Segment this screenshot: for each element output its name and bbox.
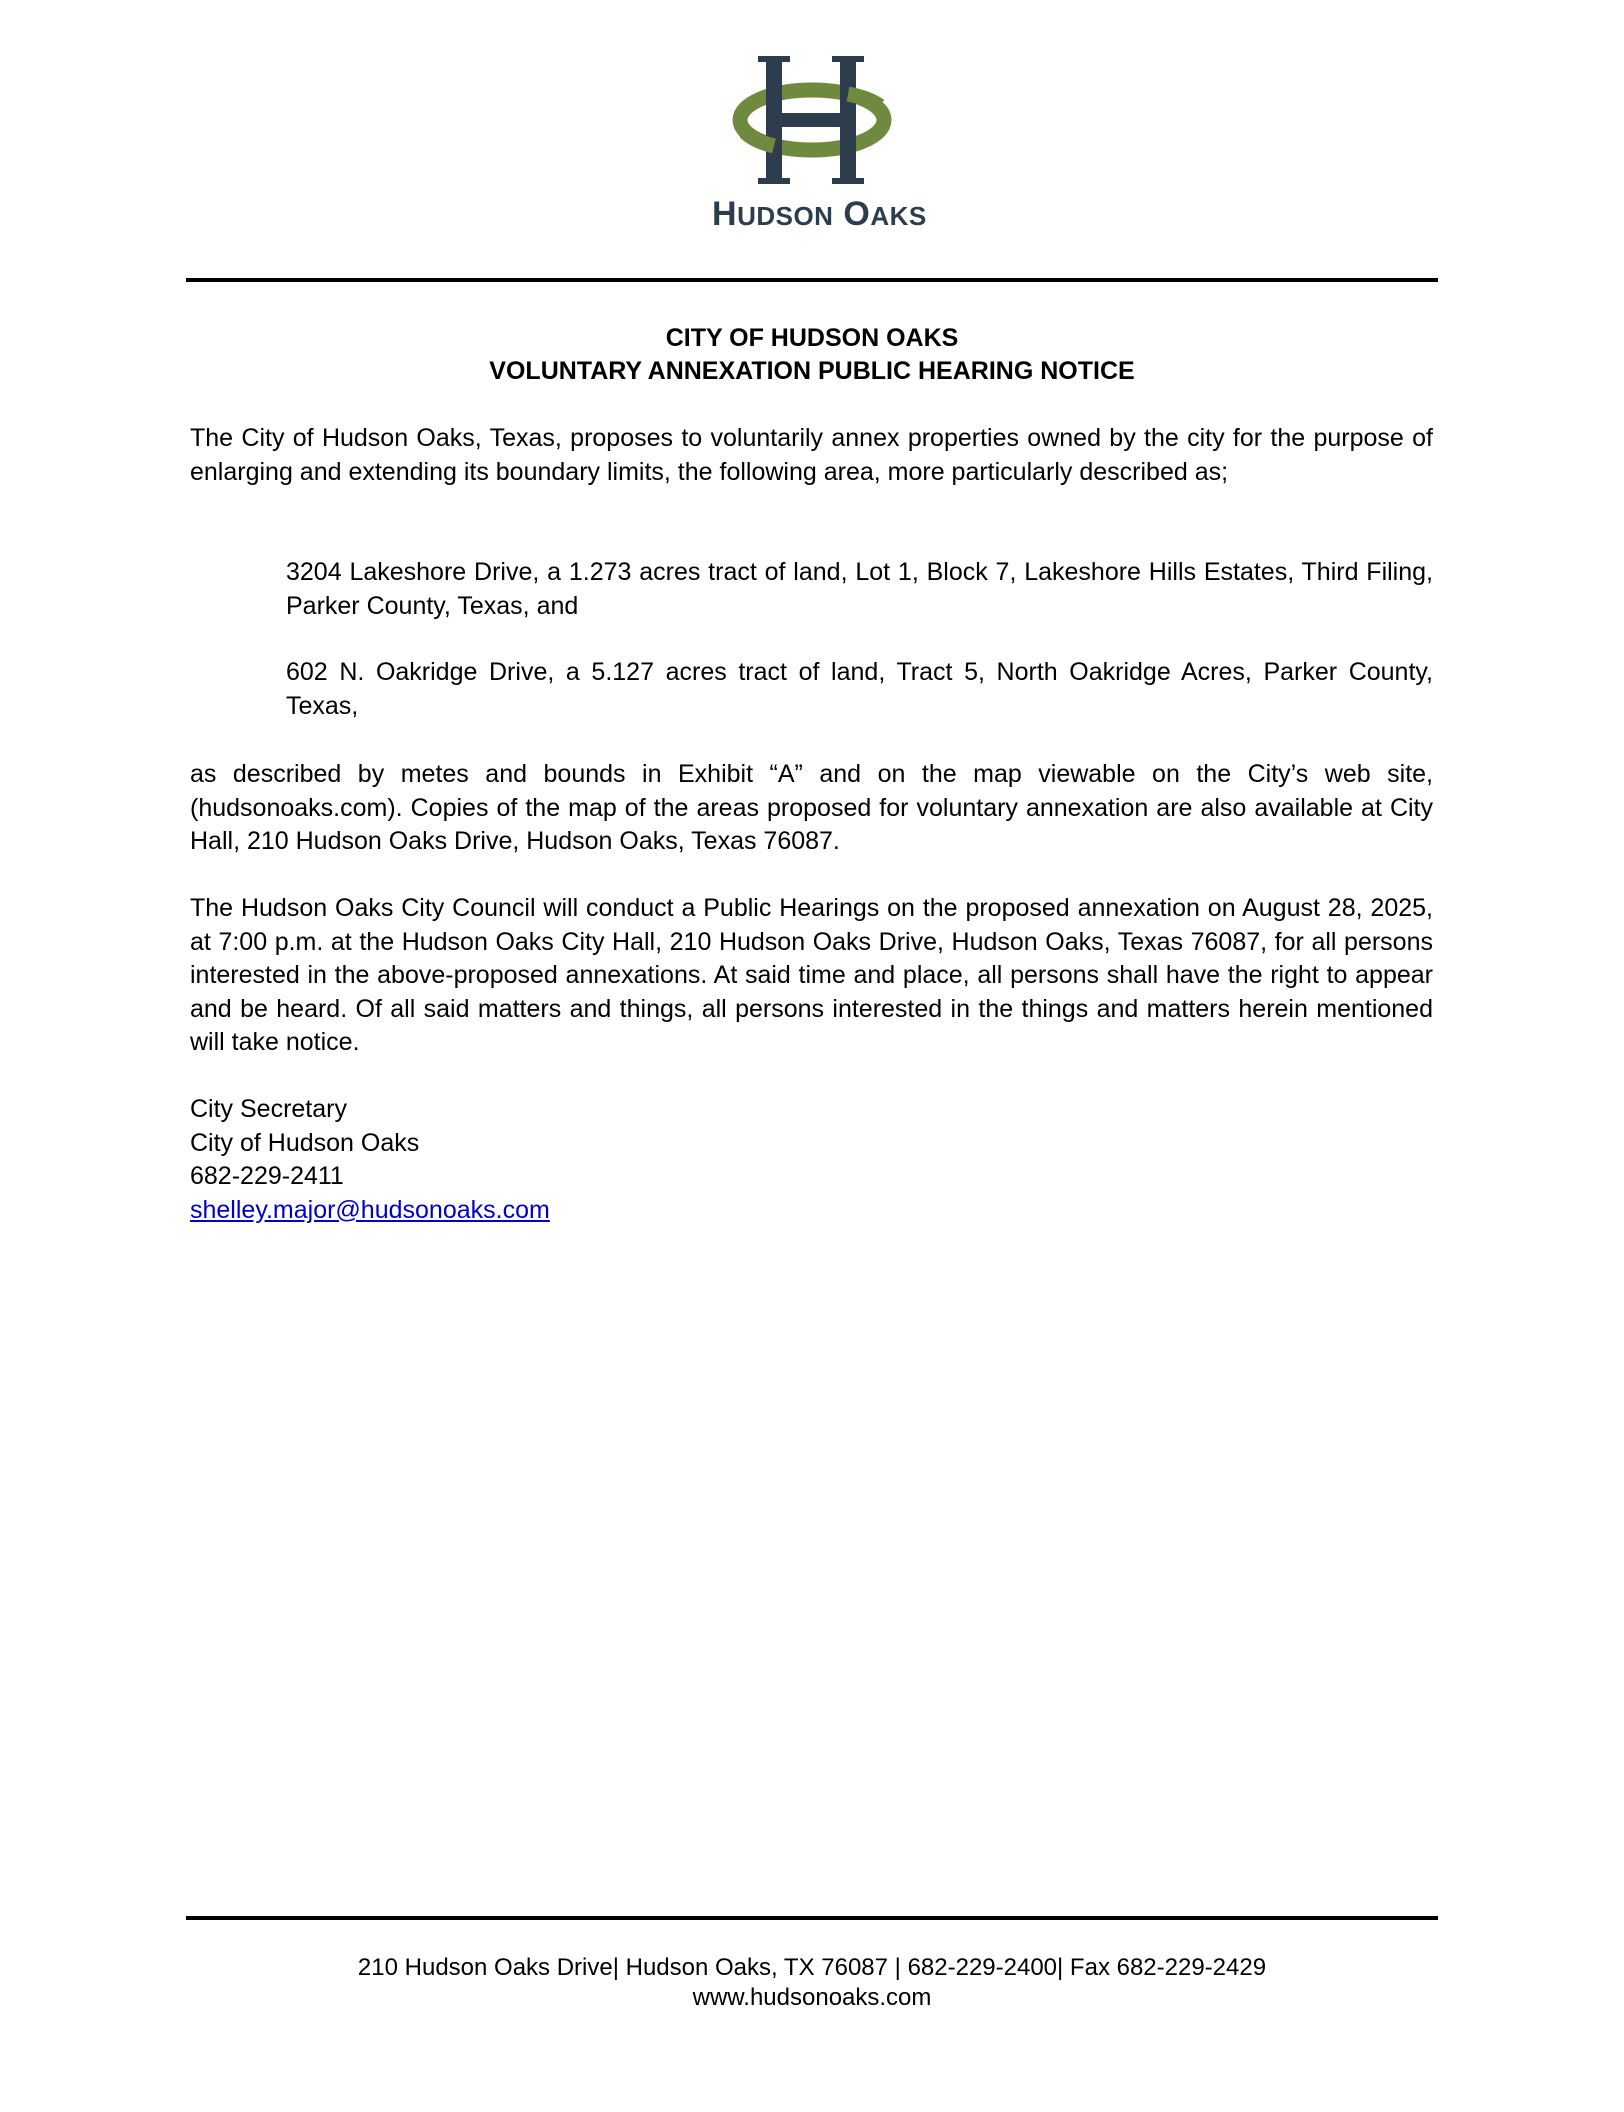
footer-address: 210 Hudson Oaks Drive| Hudson Oaks, TX 76087 | 682-229-2400| Fax 682-229-2429 <box>357 1954 1267 1981</box>
footer <box>186 1953 1438 2013</box>
hudson-oaks-logo-mark <box>712 50 912 190</box>
intro-paragraph: The City of Hudson Oaks, Texas, proposes to voluntarily annex properties owned by the city for the purpose of enlarging and extending its boundary limits, the following area, more particularly described as; <box>190 424 1433 486</box>
signature-email-link[interactable]: shelley.major@hudsonoaks.com <box>190 1195 550 1224</box>
hearing-paragraph: The Hudson Oaks City Council will conduct a Public Hearings on the proposed annexation on August 28, 2025, at 7:00 p.m. at the Hudson Oaks City Hall, 210 Hudson Oaks Drive, Hudson Oaks, Texas 76087, for all persons interested in the above-proposed annexations. At said time and place, all persons shall have the right to appear and be heard. Of all said matters and things, all persons interested in the things and matters herein mentioned will take notice. <box>190 894 1433 1056</box>
signature-title: City Secretary <box>190 1095 347 1123</box>
logo-wordmark: HUDSON OAKS <box>712 195 927 233</box>
heading-title: VOLUNTARY ANNEXATION PUBLIC HEARING NOTICE <box>489 357 1135 385</box>
footer-divider <box>186 1916 1438 1920</box>
signature-phone: 682-229-2411 <box>190 1162 344 1190</box>
exhibit-paragraph: as described by metes and bounds in Exhibit “A” and on the map viewable on the City’s web site, (hudsonoaks.com). Copies of the map of the areas proposed for voluntary annexation are also available at City Hall, 210 Hudson Oaks Drive, Hudson Oaks, Texas 76087. <box>190 760 1433 855</box>
footer-website: www.hudsonoaks.com <box>692 1984 932 2011</box>
signature-block <box>190 1093 550 1227</box>
hudson-oaks-logo <box>712 50 927 250</box>
header-divider <box>186 278 1438 282</box>
signature-org: City of Hudson Oaks <box>190 1128 420 1157</box>
notice-heading <box>186 322 1438 388</box>
property-2-description: 602 N. Oakridge Drive, a 5.127 acres tract of land, Tract 5, North Oakridge Acres, Parker County, Texas, <box>286 658 1433 720</box>
heading-city: CITY OF HUDSON OAKS <box>665 324 959 352</box>
property-1-description: 3204 Lakeshore Drive, a 1.273 acres tract of land, Lot 1, Block 7, Lakeshore Hills Estates, Third Filing, Parker County, Texas, and <box>286 558 1433 620</box>
